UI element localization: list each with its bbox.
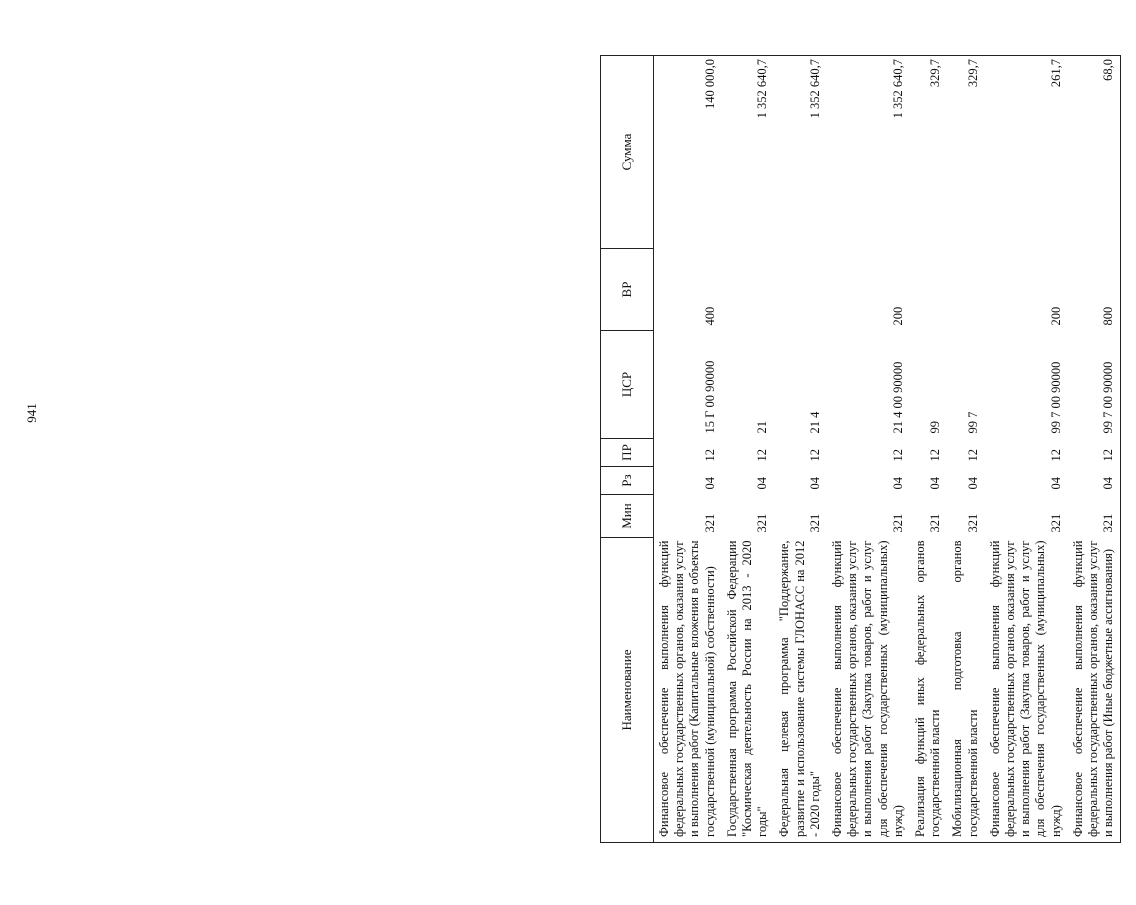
row-csr: 99 [928, 421, 943, 434]
table-row [722, 56, 775, 843]
row-csr: 99 7 00 90000 [1068, 331, 1121, 439]
row-sum: 68,0 [1068, 56, 1121, 249]
row-sum: 1 352 640,7 [774, 56, 827, 249]
row-name: Государственная программа Российской Федерации "Космическая деятельность России на 2013 - 2020 годы" [722, 538, 775, 843]
header-rz: Рз [601, 467, 654, 495]
row-csr: 99 7 [965, 411, 980, 434]
row-sum: 329,7 [910, 56, 947, 249]
row-min: 321 [928, 513, 943, 533]
row-sum: 140 000,0 [654, 56, 722, 249]
row-vr: 200 [890, 306, 905, 326]
table-row [1068, 56, 1121, 843]
page-number: 941 [24, 403, 39, 423]
row-pr: 12 [965, 449, 980, 462]
row-sum: 1 352 640,7 [827, 56, 910, 249]
row-csr: 21 4 [807, 411, 822, 434]
row-rz: 04 [928, 477, 943, 490]
row-sum: 329,7 [947, 56, 984, 249]
row-rz: 04 [755, 477, 770, 490]
table-row [910, 56, 947, 843]
row-pr: 12 [1048, 449, 1063, 462]
row-rz: 04 [1068, 467, 1121, 495]
row-pr: 12 [890, 449, 905, 462]
row-pr: 12 [807, 449, 822, 462]
row-vr: 800 [1068, 249, 1121, 331]
header-name: Наименование [601, 538, 654, 843]
row-min: 321 [807, 513, 822, 533]
row-min: 321 [1068, 495, 1121, 538]
row-csr: 21 [755, 421, 770, 434]
row-rz: 04 [807, 477, 822, 490]
row-vr [774, 249, 827, 331]
row-rz: 04 [965, 477, 980, 490]
row-sum: 261,7 [985, 56, 1068, 249]
row-rz: 04 [1048, 477, 1063, 490]
row-min: 321 [1048, 513, 1063, 533]
row-sum: 1 352 640,7 [722, 56, 775, 249]
row-rz: 04 [890, 477, 905, 490]
row-pr: 12 [755, 449, 770, 462]
rotated-page [600, 56, 1136, 843]
row-name: Реализация функций иных федеральных органов государственной власти [910, 538, 947, 843]
row-vr: 400 [702, 306, 717, 326]
row-min: 321 [965, 513, 980, 533]
row-vr: 200 [1048, 306, 1063, 326]
row-pr: 12 [702, 449, 717, 462]
row-csr: 21 4 00 90000 [890, 361, 905, 434]
row-pr: 12 [1068, 439, 1121, 467]
header-pr: ПР [601, 439, 654, 467]
table-row [947, 56, 984, 843]
table-row [827, 56, 910, 843]
row-rz: 04 [702, 477, 717, 490]
row-name: Мобилизационная подготовка органов государственной власти [947, 538, 984, 843]
row-vr [722, 249, 775, 331]
row-csr: 15 Г 00 90000 [702, 360, 717, 434]
table-row [774, 56, 827, 843]
row-vr [910, 249, 947, 331]
budget-table [600, 55, 1121, 843]
row-csr: 99 7 00 90000 [1048, 361, 1063, 434]
row-vr [947, 249, 984, 331]
row-min: 321 [890, 513, 905, 533]
header-row [601, 56, 654, 843]
header-min: Мин [601, 495, 654, 538]
row-pr: 12 [928, 449, 943, 462]
row-min: 321 [755, 513, 770, 533]
header-sum: Сумма [601, 56, 654, 249]
row-name: Федеральная целевая программа "Поддержание, развитие и использование системы ГЛОНАСС на 2012 - 2020 годы" [774, 538, 827, 843]
row-name: Финансовое обеспечение выполнения функций федеральных государственных органов, оказания услуг и выполнения работ (Капитальные вложения в объекты государственной (муниципальной) собственности) [654, 538, 722, 843]
table-row [985, 56, 1068, 843]
table-row [654, 56, 722, 843]
row-name: Финансовое обеспечение выполнения функций федеральных государственных органов, оказания услуг и выполнения работ (Иные бюджетные ассигнования) [1068, 538, 1121, 843]
row-name: Финансовое обеспечение выполнения функций федеральных государственных органов, оказания услуг и выполнения работ (Закупка товаров, работ и услуг для обеспечения государственных (муниципальных) нужд) [985, 538, 1068, 843]
row-name: Финансовое обеспечение выполнения функций федеральных государственных органов, оказания услуг и выполнения работ (Закупка товаров, работ и услуг для обеспечения государственных (муниципальных) нужд) [827, 538, 910, 843]
row-min: 321 [702, 513, 717, 533]
header-vr: ВР [601, 249, 654, 331]
header-csr: ЦСР [601, 331, 654, 439]
